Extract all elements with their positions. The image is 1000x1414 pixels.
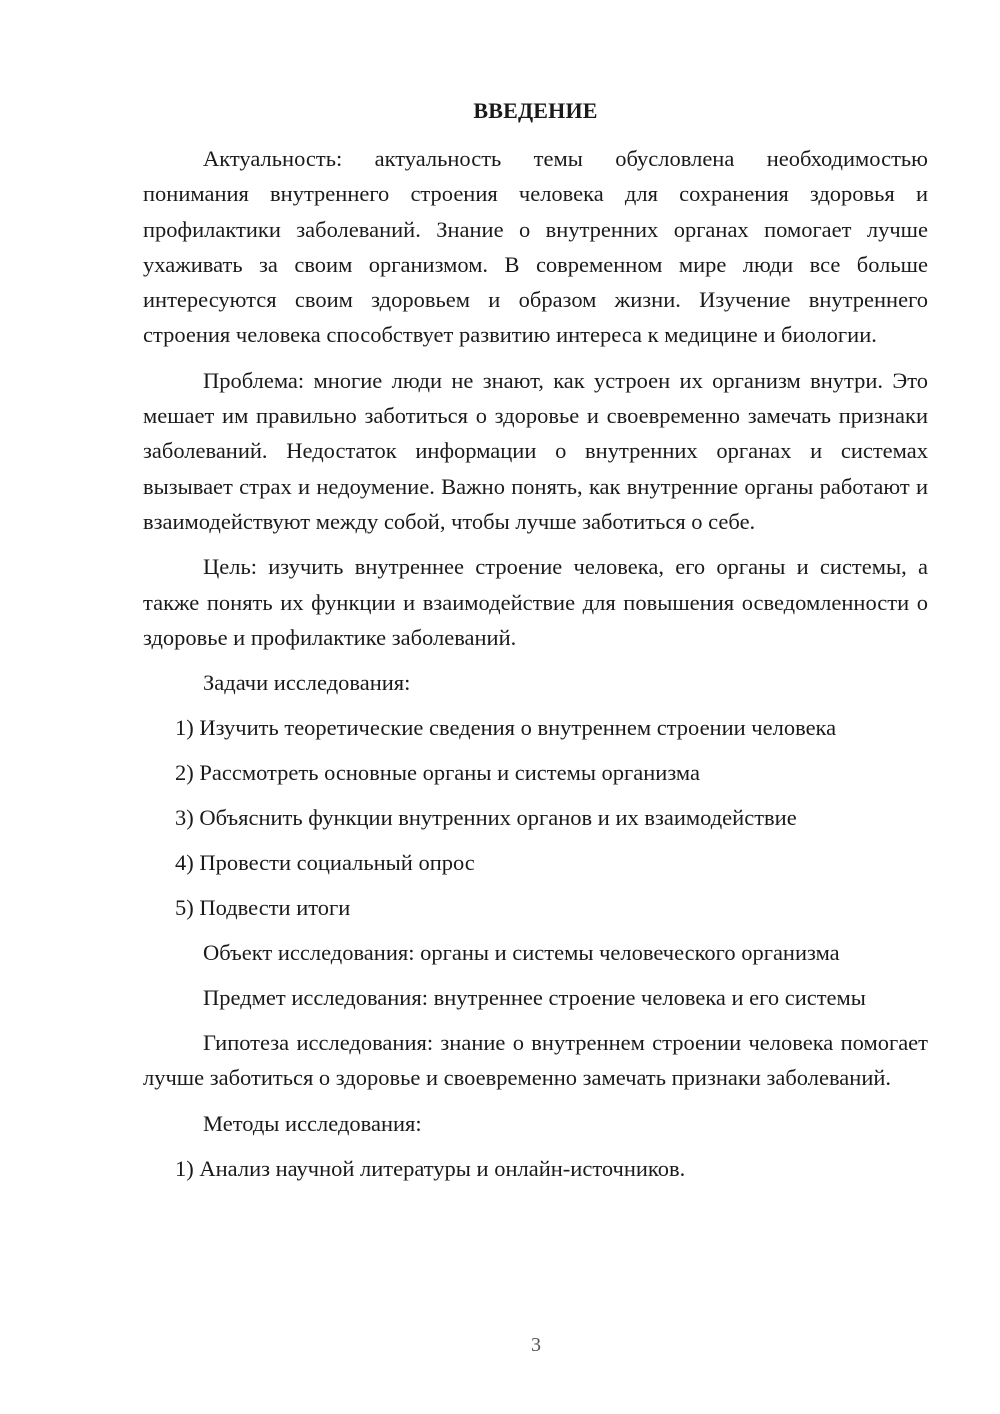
task-item: 5) Подвести итоги: [175, 895, 351, 921]
page-number: 3: [531, 1334, 541, 1356]
hypothesis-paragraph: Гипотеза исследования: знание о внутреннем строении человека помогает лучше заботиться о здоровье и своевременно замечать признаки заболеваний.: [143, 1030, 928, 1091]
object-line: Объект исследования: органы и системы человеческого организма: [203, 940, 840, 966]
subject-line: Предмет исследования: внутреннее строение человека и его системы: [203, 985, 866, 1011]
task-item: 4) Провести социальный опрос: [175, 850, 475, 876]
relevance-paragraph: Актуальность: актуальность темы обусловлена необходимостью понимания внутреннего строения человека для сохранения здоровья и профилактики заболеваний. Знание о внутренних органах помогает лучше ухаживать за своим организмом. В современном мире люди все больше интересуются своим здоровьем и образом жизни. Изучение внутреннего строения человека способствует развитию интереса к медицине и биологии.: [143, 146, 928, 348]
task-item: 3) Объяснить функции внутренних органов и их взаимодействие: [175, 805, 797, 831]
task-item: 1) Изучить теоретические сведения о внутреннем строении человека: [175, 715, 837, 741]
task-item: 2) Рассмотреть основные органы и системы организма: [175, 760, 700, 786]
section-title: ВВЕДЕНИЕ: [473, 98, 598, 123]
tasks-heading: Задачи исследования:: [203, 670, 411, 696]
page-content: [143, 94, 928, 1196]
method-item: 1) Анализ научной литературы и онлайн-источников.: [175, 1155, 686, 1181]
methods-heading: Методы исследования:: [203, 1110, 422, 1136]
goal-paragraph: Цель: изучить внутреннее строение человека, его органы и системы, а также понять их функции и взаимодействие для повышения осведомленности о здоровье и профилактике заболеваний.: [143, 554, 928, 650]
problem-paragraph: Проблема: многие люди не знают, как устроен их организм внутри. Это мешает им правильно заботиться о здоровье и своевременно замечать признаки заболеваний. Недостаток информации о внутренних органах и системах вызывает страх и недоумение. Важно понять, как внутренние органы работают и взаимодействуют между собой, чтобы лучше заботиться о себе.: [143, 367, 928, 534]
